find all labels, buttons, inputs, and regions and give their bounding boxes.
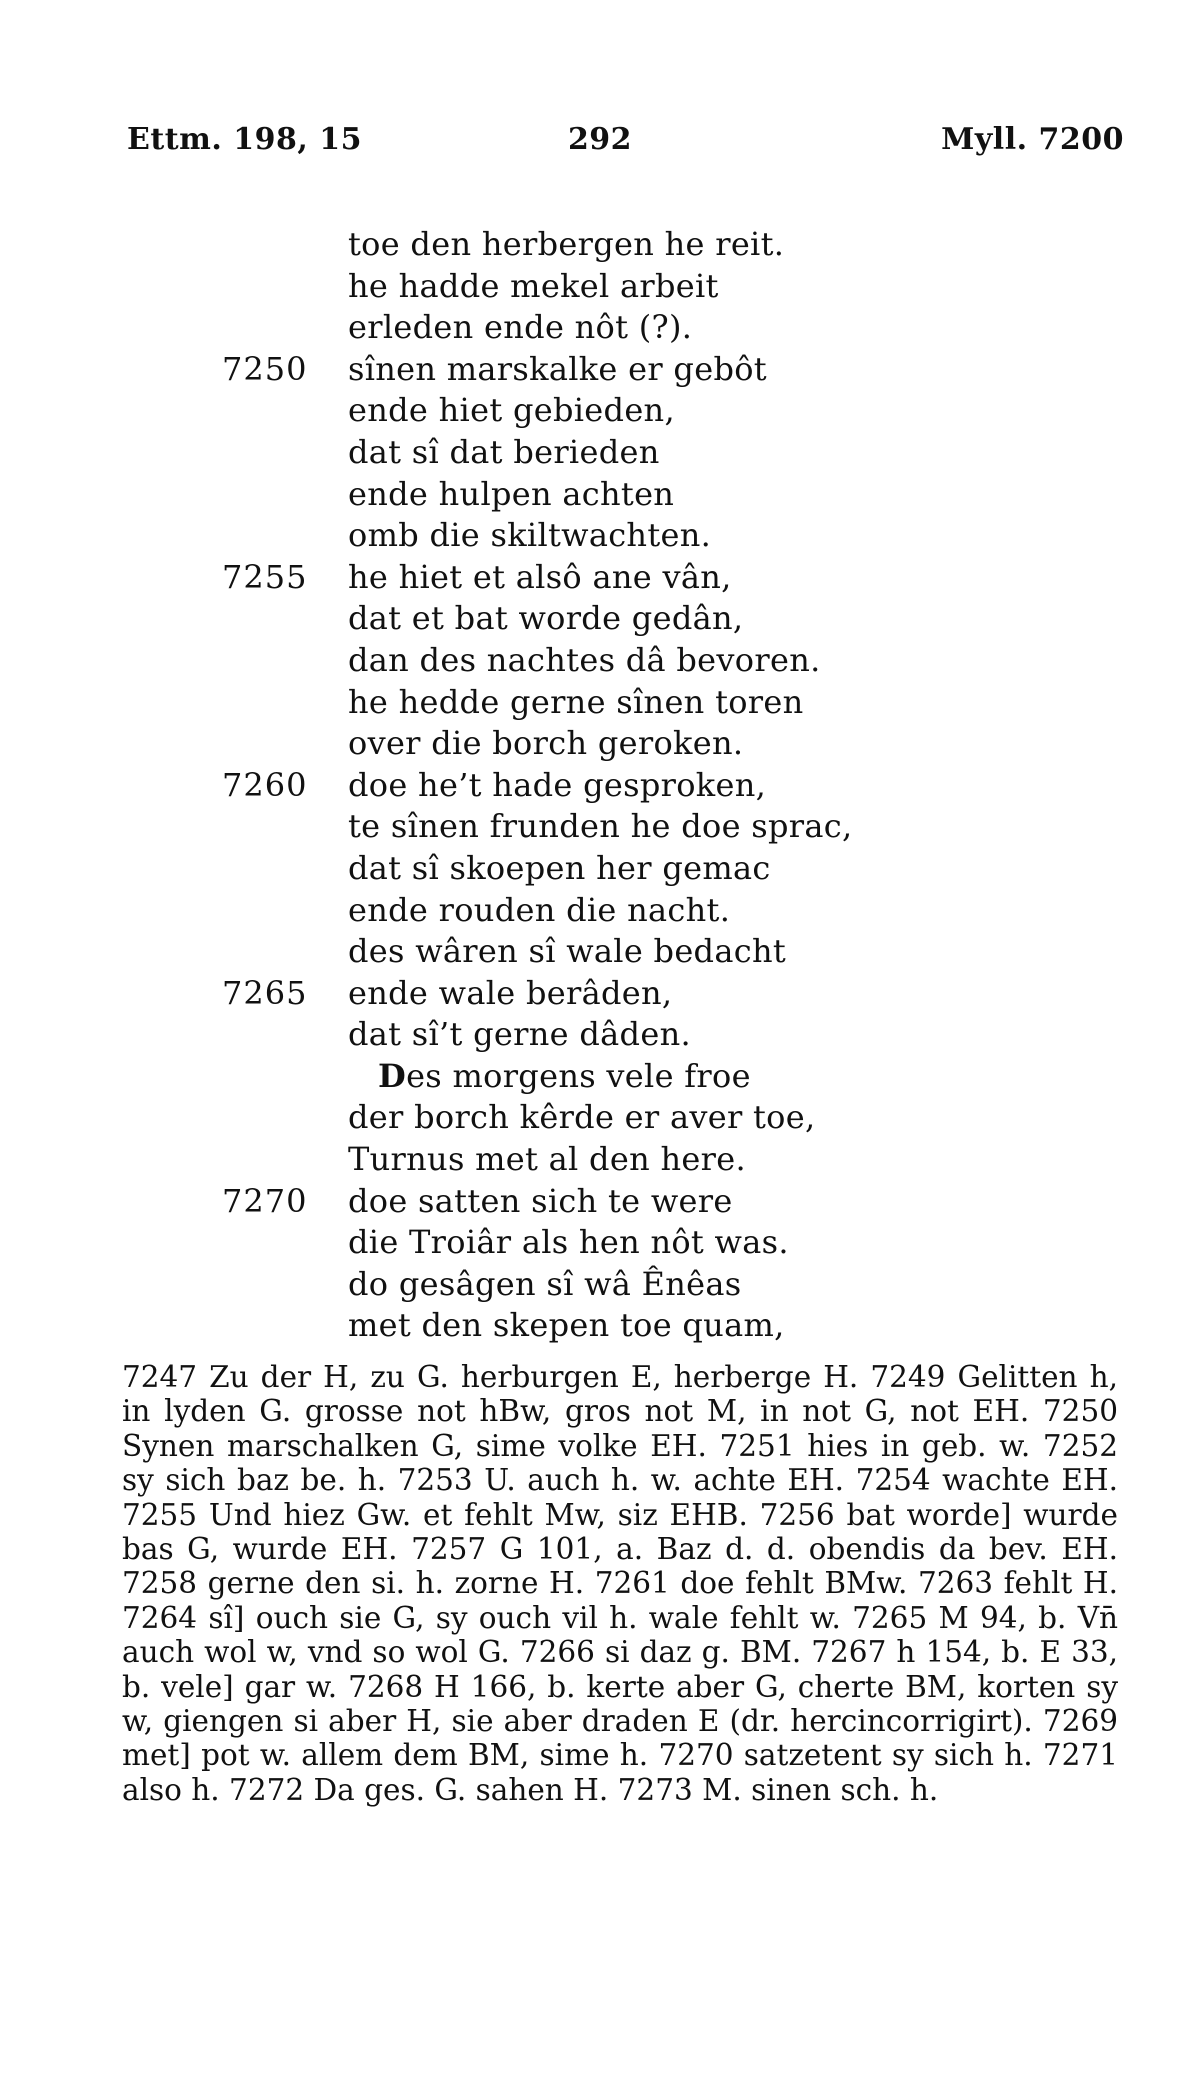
verse-text: he hiet et alsô ane vân, bbox=[348, 557, 732, 596]
verse-text: he hedde gerne sînen toren bbox=[348, 682, 804, 721]
verse-line bbox=[0, 723, 1200, 765]
verse-line bbox=[0, 1097, 1200, 1139]
verse-text: des wâren sî wale bedacht bbox=[348, 932, 787, 971]
running-head-right: Myll. 7200 bbox=[941, 122, 1124, 157]
line-number: 7250 bbox=[222, 349, 308, 388]
verse-text: dat sî dat berieden bbox=[348, 432, 660, 471]
line-number: 7255 bbox=[222, 557, 308, 596]
verse-line bbox=[0, 432, 1200, 474]
verse-line bbox=[0, 1264, 1200, 1306]
verse-line bbox=[0, 1056, 1200, 1098]
verse-text: do gesâgen sî wâ Ênêas bbox=[348, 1264, 742, 1303]
verse-text: over die borch geroken. bbox=[348, 724, 744, 763]
verse-text: ende hiet gebieden, bbox=[348, 391, 675, 430]
verse-line bbox=[0, 515, 1200, 557]
verse-text: doe satten sich te were bbox=[348, 1181, 733, 1220]
verse-line bbox=[0, 266, 1200, 308]
poem-text bbox=[0, 224, 1200, 1347]
verse-line bbox=[0, 848, 1200, 890]
verse-text: dat sî skoepen her gemac bbox=[348, 848, 771, 887]
verse-text: erleden ende nôt (?). bbox=[348, 308, 693, 347]
verse-text: ende rouden die nacht. bbox=[348, 890, 731, 929]
verse-text: doe he’t hade gesproken, bbox=[348, 765, 767, 804]
page-number: 292 bbox=[567, 122, 633, 157]
verse-line bbox=[0, 973, 1200, 1015]
line-number: 7260 bbox=[222, 765, 308, 804]
verse-text: toe den herbergen he reit. bbox=[348, 225, 785, 263]
verse-line bbox=[0, 640, 1200, 682]
verse-text: dat sî’t gerne dâden. bbox=[348, 1015, 691, 1054]
running-head-left: Ettm. 198, 15 bbox=[127, 122, 362, 157]
verse-text: dat et bat worde gedân, bbox=[348, 599, 744, 638]
verse-line bbox=[0, 765, 1200, 807]
verse-line bbox=[0, 598, 1200, 640]
verse-line bbox=[0, 557, 1200, 599]
verse-text: te sînen frunden he doe sprac, bbox=[348, 807, 853, 846]
verse-text: dan des nachtes dâ bevoren. bbox=[348, 640, 821, 679]
verse-line bbox=[0, 224, 1200, 266]
verse-line bbox=[0, 307, 1200, 349]
verse-line bbox=[0, 1181, 1200, 1223]
verse-text: Des morgens vele froe bbox=[378, 1056, 751, 1095]
verse-line bbox=[0, 474, 1200, 516]
verse-line bbox=[0, 1305, 1200, 1347]
verse-line bbox=[0, 390, 1200, 432]
verse-line bbox=[0, 806, 1200, 848]
critical-apparatus bbox=[122, 1360, 1118, 1807]
verse-text: der borch kêrde er aver toe, bbox=[348, 1098, 816, 1137]
verse-text: he hadde mekel arbeit bbox=[348, 266, 719, 305]
verse-text: ende hulpen achten bbox=[348, 474, 675, 513]
verse-line bbox=[0, 931, 1200, 973]
verse-text: sînen marskalke er gebôt bbox=[348, 349, 767, 388]
verse-text: ende wale berâden, bbox=[348, 973, 673, 1012]
verse-line bbox=[0, 1139, 1200, 1181]
apparatus-text: 7247 Zu der H, zu G. herburgen E, herberge H. 7249 Gelitten h, in lyden G. grosse not hBw, gros not M, in not G, not EH. 7250 Synen marschalken G, sime volke EH. 7251 hies in geb. w. 7252 sy sich baz be. h. 7253 U. auch h. w. achte EH. 7254 wachte EH. 7255 Und hiez Gw. et fehlt Mw, siz EHB. 7256 bat worde] wurde bas G, wurde EH. 7257 G 101, a. Baz d. d. obendis da bev. EH. 7258 gerne den si. h. zorne H. 7261 doe fehlt BMw. 7263 fehlt H. 7264 sî] ouch sie G, sy ouch vil h. wale fehlt w. 7265 M 94, b. Vn̄ auch wol w, vnd so wol G. 7266 si daz g. BM. 7267 h 154, b. E 33, b. vele] gar w. 7268 H 166, b. kerte aber G, cherte BM, korten sy w, giengen si aber H, sie aber draden E (dr. hercincorrigirt). 7269 met] pot w. allem dem BM, sime h. 7270 satzetent sy sich h. 7271 also h. 7272 Da ges. G. sahen H. 7273 M. sinen sch. h. bbox=[122, 1360, 1118, 1807]
verse-line bbox=[0, 682, 1200, 724]
verse-text: Turnus met al den here. bbox=[348, 1140, 746, 1179]
verse-text: omb die skiltwachten. bbox=[348, 516, 712, 555]
line-number: 7270 bbox=[222, 1181, 308, 1220]
verse-line bbox=[0, 1014, 1200, 1056]
verse-line bbox=[0, 890, 1200, 932]
verse-line bbox=[0, 1222, 1200, 1264]
verse-text: die Troiâr als hen nôt was. bbox=[348, 1223, 789, 1262]
line-number: 7265 bbox=[222, 973, 308, 1012]
verse-line bbox=[0, 349, 1200, 391]
verse-text: met den skepen toe quam, bbox=[348, 1306, 785, 1345]
